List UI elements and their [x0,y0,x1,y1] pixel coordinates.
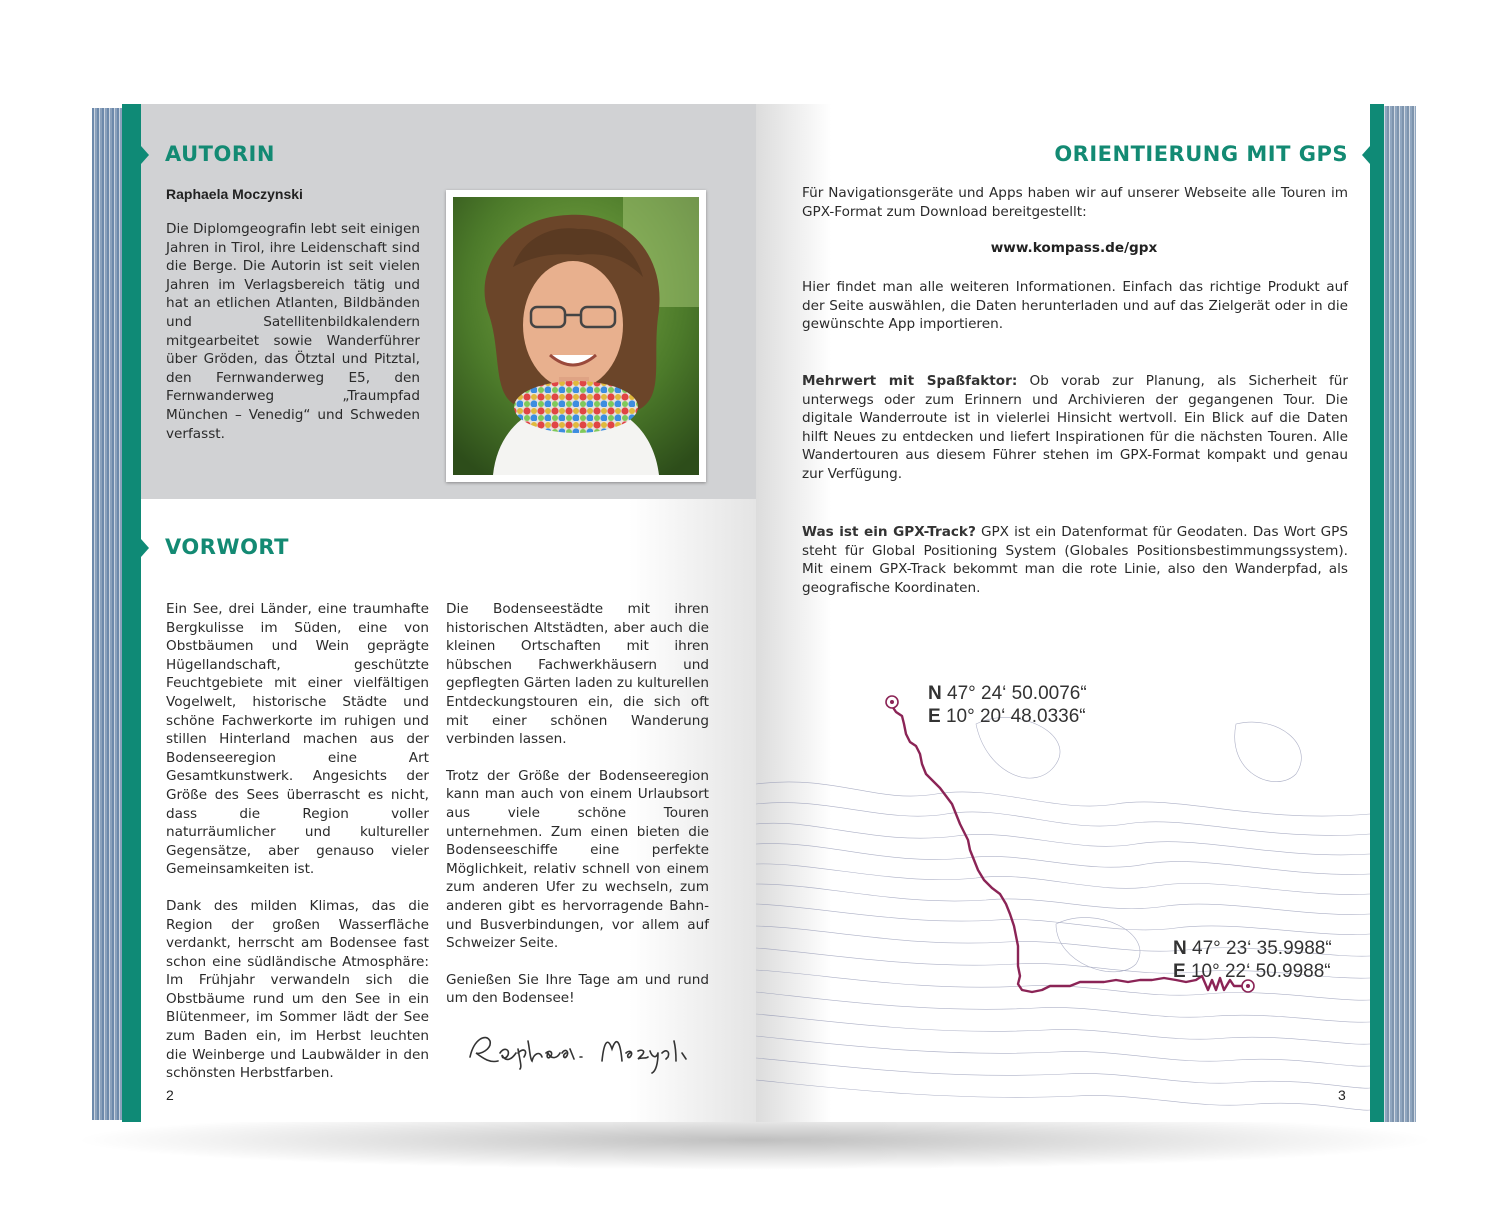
author-name: Raphaela Moczynski [166,186,303,202]
left-page [122,104,756,1122]
author-photo [453,197,699,475]
foreword-paragraph: Die Bodenseestädte mit ihren historischen Altstädten, aber auch die kleinen Ortschaften mit ihren hübschen Fachwerkhäusern und gepflegten Gärten laden zu kulturellen Entdeckungstouren ein, die sich oft mit einer schönen Wanderung verbinden lassen. [446,601,709,748]
author-signature [462,1019,722,1079]
contour-lines [756,718,1370,1111]
foreword-paragraph: Genießen Sie Ihre Tage am und rund um den Bodensee! [446,971,709,1007]
foreword-paragraph: Trotz der Größe der Bodenseeregion kann man auch von einem Urlaubsort aus viele schöne Touren unternehmen. Zum einen bieten die Bodenseeschiffe eine perfekte Möglichkeit, relativ schnell von einem zum anderen Ufer zu wechseln, zum anderen gibt es hervorragende Bahn- und Busverbindungen, vor allem auf Schweizer Seite. [446,767,709,952]
page-edges-right [1382,106,1416,1122]
gpx-download-link[interactable]: www.kompass.de/gpx [990,240,1158,256]
gps-info: Hier findet man alle weiteren Informationen. Einfach das richtige Produkt auf der Seite auswählen, die Daten herunterladen und auf das Zielgerät oder in die gewünschte App importieren. [802,279,1348,333]
start-coordinates: N 47° 24‘ 50.0076“ E 10° 20‘ 48.0336“ [928,683,1087,727]
teal-margin-left [122,104,141,1122]
foreword-column-1 [166,600,429,1101]
gps-heading: ORIENTIERUNG MIT GPS [1054,142,1348,166]
page-edges-left [92,108,122,1120]
right-page [756,104,1384,1122]
benefit-text: Ob vorab zur Planung, als Sicherheit für unterwegs oder zum Erinnern und Archivieren der gegangenen Tour. Die digitale Wanderroute ist in vielerlei Hinsicht wertvoll. Ein Blick auf die Daten hilft Neues zu entdecken und liefert Inspirationen für die nächsten Touren. Alle Wandertouren aus diesem Führer stehen im GPX-Format kompakt und genau zur Verfügung. [802,373,1348,482]
heading-marker [1362,146,1370,164]
author-bio: Die Diplomgeografin lebt seit einigen Jahren in Tirol, ihre Leidenschaft sind die Berge. Die Autorin ist seit vielen Jahren im Verlagsbereich tätig und hat an etlichen Atlanten, Bildbänden und Satellitenbildkalendern mitgearbeitet sowie Wanderführer über Gröden, das Ötztal und Pitztal, den Fernwanderweg E5, den Fernwanderweg „Traumpfad München – Venedig“ und Schweden verfasst. [166,221,420,442]
benefit-label: Mehrwert mit Spaßfaktor: [802,373,1018,389]
gps-benefit-paragraph [802,372,1348,484]
page-number-right: 3 [1338,1087,1346,1103]
author-photo-frame [446,190,706,482]
teal-margin-right [1370,104,1384,1122]
gpx-definition-paragraph [802,523,1348,597]
heading-marker [141,146,149,164]
author-heading: AUTORIN [165,142,275,166]
gpx-track-map [756,664,1370,1122]
gpx-text: GPX ist ein Datenformat für Geodaten. Das Wort GPS steht für Global Positioning System (Globales Positionsbestimmungssystem). Mit einem GPX-Track bekommt man die rote Linie, also den Wanderpfad, als geografische Koordinaten. [802,524,1348,596]
foreword-paragraph: Dank des milden Klimas, das die Region der großen Wasserfläche verdankt, herrscht am Bodensee fast schon eine südländische Atmosphäre: Im Frühjahr verwandeln sich die Obstbäume rund um den See in ein Blütenmeer, im Sommer lädt der See zum Baden ein, im Herbst leuchten die Weinberge und Laubwälder in den schönsten Herbstfarben. [166,897,429,1082]
end-coordinates: N 47° 23‘ 35.9988“ E 10° 22‘ 50.9988“ [1173,938,1332,982]
heading-marker [141,539,149,557]
foreword-paragraph: Ein See, drei Länder, eine traumhafte Bergkulisse im Süden, eine von Obstbäumen und Wein geprägte Hügellandschaft, geschützte Feuchtgebiete mit einer vielfältigen Vogelwelt, historische Städte und schöne Fachwerkorte im ruhigen und stillen Hinterland machen aus der Bodenseeregion eine Art Gesamtkunstwerk. Angesichts der Größe des Sees überrascht es nicht, dass die Region voller naturräumlicher und kultureller Gegensätze, aber genauso vieler Gemeinsamkeiten ist. [166,601,429,878]
foreword-heading: VORWORT [165,535,289,559]
page-number-left: 2 [166,1087,174,1103]
gps-intro: Für Navigationsgeräte und Apps haben wir auf unserer Webseite alle Touren im GPX-Format zum Download bereitgestellt: [802,185,1348,220]
gpx-label: Was ist ein GPX-Track? [802,524,976,540]
foreword-column-2 [446,600,709,1026]
